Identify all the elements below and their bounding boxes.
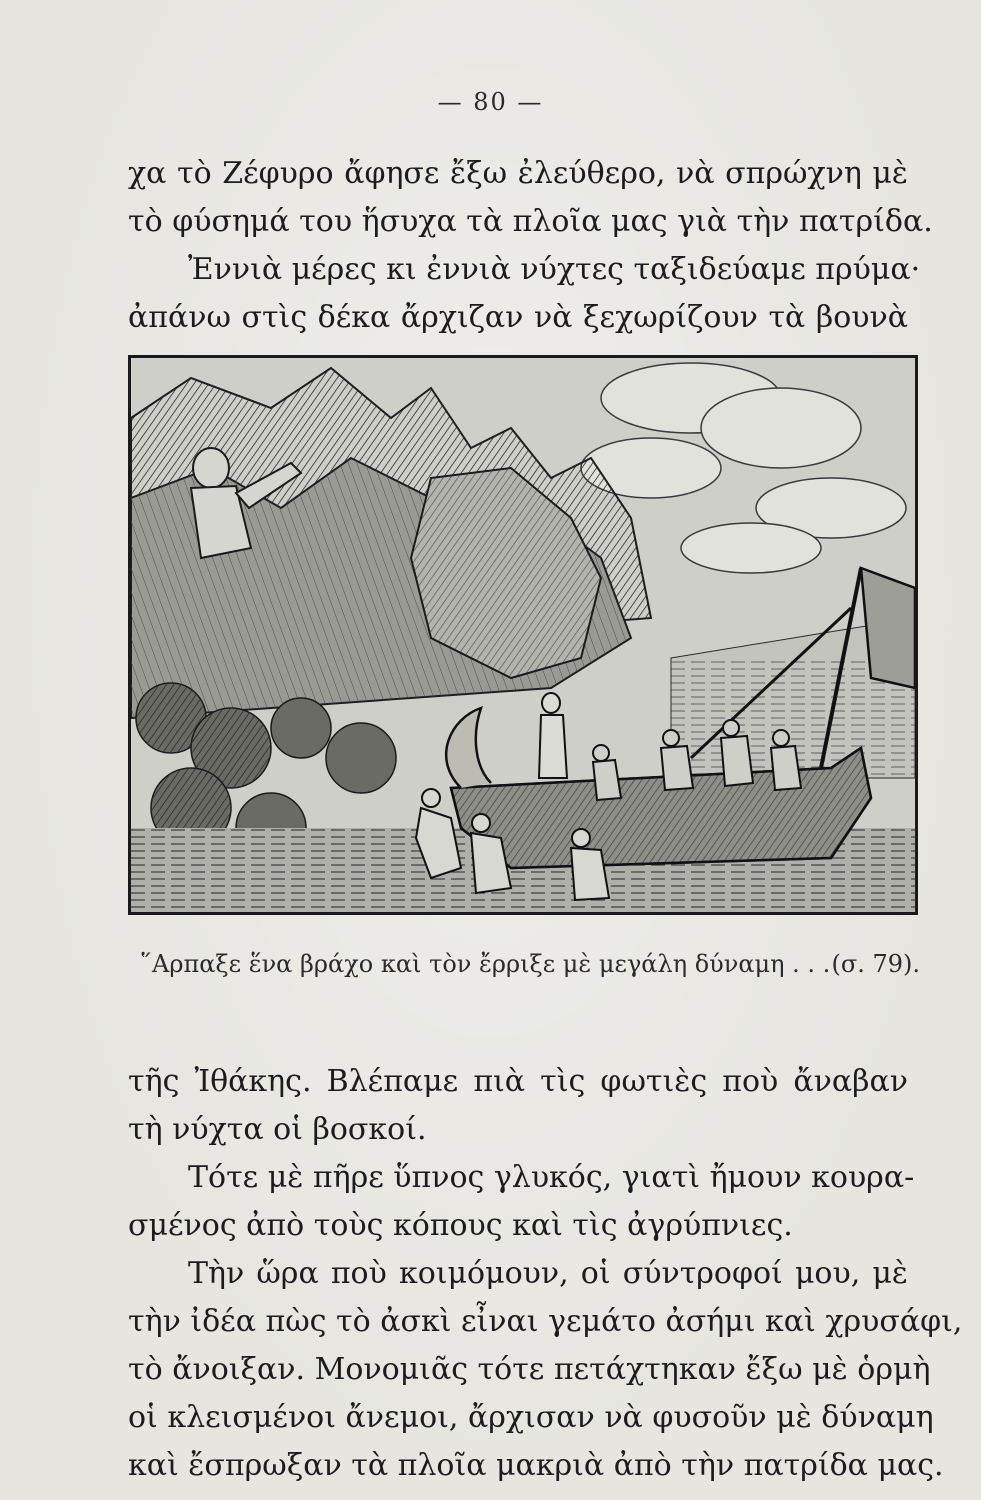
- text-line: τὴν ἰδέα πὼς τὸ ἀσκὶ εἶναι γεμάτο ἀσήμι καὶ χρυσάφι,: [128, 1304, 963, 1339]
- paragraph-top: [128, 150, 933, 342]
- text-line: τῆς Ἰθάκης. Βλέπαμε πιὰ τὶς φωτιὲς ποὺ ἄναβαν: [128, 1064, 908, 1099]
- text-line: τὸ φύσημά του ἥσυχα τὰ πλοῖα μας γιὰ τὴν πατρίδα.: [128, 204, 933, 239]
- text-line: καὶ ἔσπρωξαν τὰ πλοῖα μακριὰ ἀπὸ τὴν πατρίδα μας.: [128, 1448, 944, 1483]
- text-line: Τότε μὲ πῆρε ὕπνος γλυκός, γιατὶ ἤμουν κουρα-: [188, 1160, 915, 1195]
- illustration-engraving: [128, 355, 918, 915]
- text-line: ἀπάνω στὶς δέκα ἄρχιζαν νὰ ξεχωρίζουν τὰ βουνὰ: [128, 300, 908, 335]
- text-line: οἱ κλεισμένοι ἄνεμοι, ἄρχισαν νὰ φυσοῦν μὲ δύναμη: [128, 1400, 934, 1435]
- text-line: τὴ νύχτα οἱ βοσκοί.: [128, 1112, 427, 1147]
- page-number: — 80 —: [437, 88, 544, 116]
- text-line: Τὴν ὥρα ποὺ κοιμόμουν, οἱ σύντροφοί μου, μὲ: [188, 1256, 908, 1291]
- caption-text: ῞Αρπαξε ἕνα βράχο καὶ τὸν ἔρριξε μὲ μεγάλη δύναμη . . .: [140, 950, 831, 978]
- text-line: σμένος ἀπὸ τοὺς κόπους καὶ τὶς ἀγρύπνιες.: [128, 1208, 793, 1243]
- text-line: χα τὸ Ζέφυρο ἄφησε ἔξω ἐλεύθερο, νὰ σπρώχνη μὲ: [128, 156, 908, 191]
- illustration-caption: [140, 950, 920, 978]
- caption-reference: (σ. 79).: [831, 950, 920, 978]
- paragraph-bottom: [128, 1058, 963, 1490]
- text-line: Ἐννιὰ μέρες κι ἐννιὰ νύχτες ταξιδεύαμε πρύμα·: [188, 252, 921, 287]
- text-line: τὸ ἄνοιξαν. Μονομιᾶς τότε πετάχτηκαν ἔξω μὲ ὁρμὴ: [128, 1352, 931, 1387]
- engraving-ship-rocks-icon: [131, 358, 915, 912]
